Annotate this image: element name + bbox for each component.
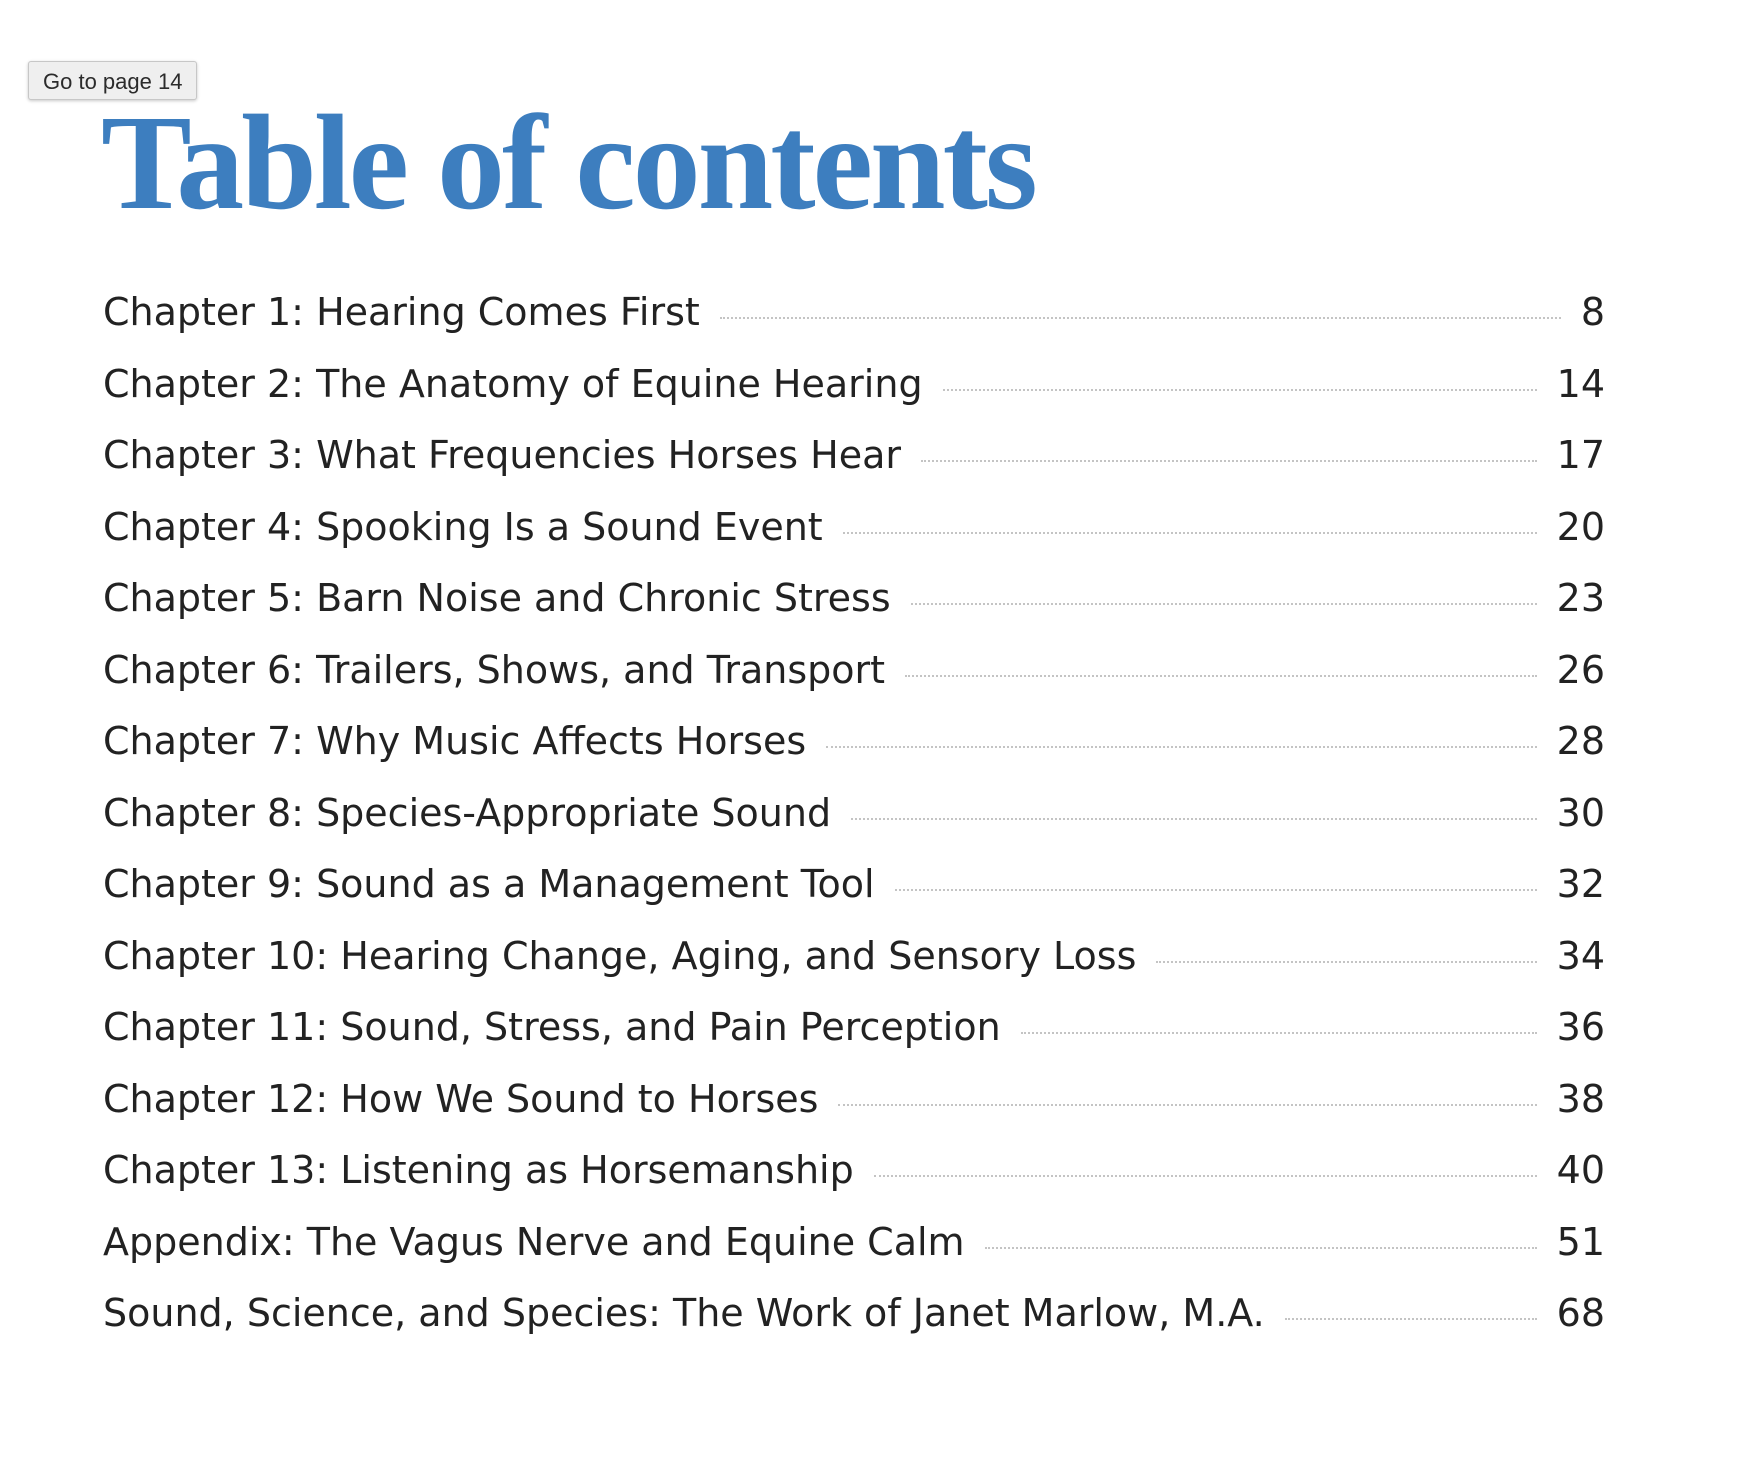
toc-entry-title: Chapter 2: The Anatomy of Equine Hearing xyxy=(103,361,923,406)
toc-entry-chapter-4[interactable] xyxy=(103,505,1605,577)
toc-entry-title: Chapter 11: Sound, Stress, and Pain Perception xyxy=(103,1005,1001,1049)
dot-leader xyxy=(1285,1318,1537,1320)
toc-entry-title: Chapter 1: Hearing Comes First xyxy=(103,290,700,334)
toc-entry-page-number: 8 xyxy=(1580,290,1605,334)
toc-entry-chapter-8[interactable] xyxy=(103,791,1605,863)
toc-entry-chapter-5[interactable] xyxy=(103,576,1605,648)
toc-entry-appendix[interactable] xyxy=(103,1220,1605,1292)
toc-entry-page-number: 34 xyxy=(1556,933,1605,978)
toc-entry-chapter-2[interactable] xyxy=(103,362,1605,434)
toc-entry-title: Chapter 5: Barn Noise and Chronic Stress xyxy=(103,576,891,620)
toc-entry-chapter-6[interactable] xyxy=(103,648,1605,720)
toc-entry-page-number: 68 xyxy=(1556,1291,1605,1335)
toc-entry-title: Chapter 4: Spooking Is a Sound Event xyxy=(103,504,823,549)
toc-entry-chapter-11[interactable] xyxy=(103,1005,1605,1077)
toc-entry-chapter-10[interactable] xyxy=(103,934,1605,1006)
toc-entry-page-number: 20 xyxy=(1556,504,1605,549)
dot-leader xyxy=(720,317,1561,319)
toc-entry-title: Chapter 7: Why Music Affects Horses xyxy=(103,719,807,763)
dot-leader xyxy=(905,675,1537,677)
toc-entry-chapter-9[interactable] xyxy=(103,862,1605,934)
toc-entry-title: Chapter 10: Hearing Change, Aging, and Sensory Loss xyxy=(103,933,1137,978)
toc-entry-title: Sound, Science, and Species: The Work of Janet Marlow, M.A. xyxy=(103,1291,1265,1335)
toc-entry-page-number: 14 xyxy=(1556,361,1605,406)
dot-leader xyxy=(911,603,1537,605)
toc-entry-title: Appendix: The Vagus Nerve and Equine Calm xyxy=(103,1219,965,1264)
toc-entry-page-number: 51 xyxy=(1556,1219,1605,1264)
table-of-contents xyxy=(103,290,1605,1363)
toc-entry-title: Chapter 12: How We Sound to Horses xyxy=(103,1076,819,1121)
dot-leader xyxy=(826,746,1537,748)
toc-entry-page-number: 40 xyxy=(1556,1148,1605,1192)
toc-entry-chapter-12[interactable] xyxy=(103,1077,1605,1149)
dot-leader xyxy=(1156,961,1536,963)
dot-leader xyxy=(921,460,1537,462)
toc-entry-chapter-1[interactable] xyxy=(103,290,1605,362)
toc-entry-page-number: 38 xyxy=(1556,1076,1605,1121)
page-title: Table of contents xyxy=(101,88,1035,238)
toc-entry-page-number: 30 xyxy=(1556,790,1605,835)
toc-entry-about-author[interactable] xyxy=(103,1291,1605,1363)
toc-entry-title: Chapter 8: Species-Appropriate Sound xyxy=(103,790,832,835)
toc-entry-page-number: 23 xyxy=(1556,576,1605,620)
toc-entry-title: Chapter 6: Trailers, Shows, and Transport xyxy=(103,647,886,692)
dot-leader xyxy=(1021,1032,1537,1034)
toc-entry-title: Chapter 13: Listening as Horsemanship xyxy=(103,1148,854,1192)
toc-entry-title: Chapter 9: Sound as a Management Tool xyxy=(103,862,875,906)
dot-leader xyxy=(874,1175,1537,1177)
dot-leader xyxy=(838,1104,1536,1106)
toc-entry-chapter-7[interactable] xyxy=(103,719,1605,791)
toc-entry-page-number: 36 xyxy=(1556,1005,1605,1049)
toc-entry-chapter-13[interactable] xyxy=(103,1148,1605,1220)
toc-entry-page-number: 17 xyxy=(1556,433,1605,477)
toc-entry-page-number: 26 xyxy=(1556,647,1605,692)
dot-leader xyxy=(985,1247,1537,1249)
dot-leader xyxy=(943,389,1537,391)
dot-leader xyxy=(851,818,1537,820)
dot-leader xyxy=(843,532,1537,534)
toc-entry-page-number: 32 xyxy=(1556,862,1605,906)
tooltip-go-to-page: Go to page 14 xyxy=(28,61,197,100)
toc-entry-page-number: 28 xyxy=(1556,719,1605,763)
dot-leader xyxy=(895,889,1537,891)
toc-entry-chapter-3[interactable] xyxy=(103,433,1605,505)
toc-entry-title: Chapter 3: What Frequencies Horses Hear xyxy=(103,433,901,477)
